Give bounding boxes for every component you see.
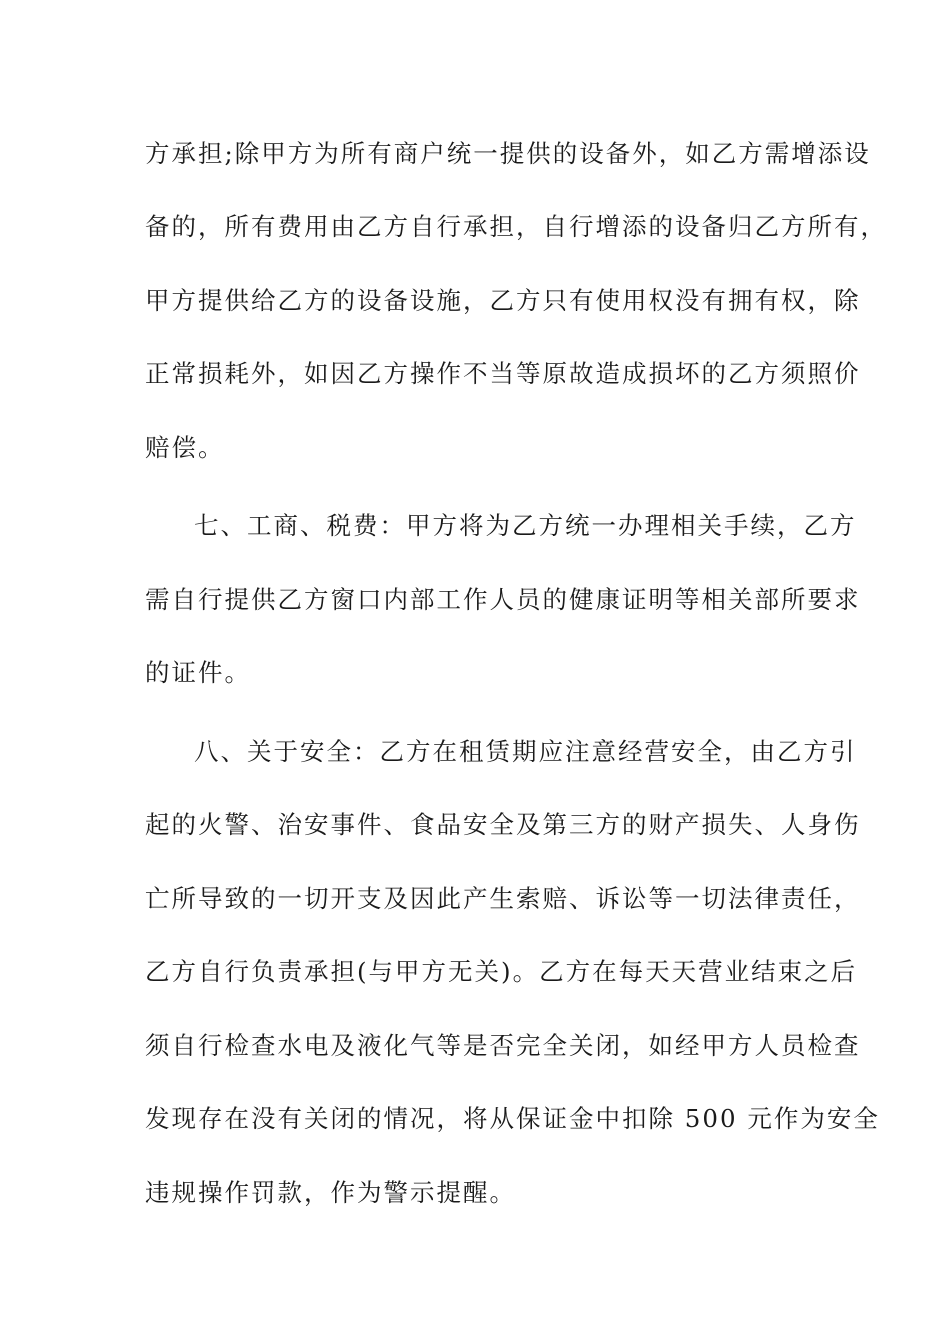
paragraph-8-line-4: 乙方自行负责承担(与甲方无关)。乙方在每天天营业结束之后 (145, 957, 858, 986)
paragraph-7-line-2: 需自行提供乙方窗口内部工作人员的健康证明等相关部所要求 (145, 585, 861, 614)
paragraph-8-line-6: 发现存在没有关闭的情况，将从保证金中扣除 500 元作为安全 (145, 1104, 880, 1133)
paragraph-6-line-1: 方承担;除甲方为所有商户统一提供的设备外，如乙方需增添设 (145, 139, 871, 168)
paragraph-6-line-3: 甲方提供给乙方的设备设施，乙方只有使用权没有拥有权，除 (145, 286, 861, 315)
paragraph-6-line-4: 正常损耗外，如因乙方操作不当等原故造成损坏的乙方须照价 (145, 359, 861, 388)
paragraph-8-line-5: 须自行检查水电及液化气等是否完全关闭，如经甲方人员检查 (145, 1031, 861, 1060)
paragraph-7-line-3: 的证件。 (145, 658, 251, 687)
paragraph-7-line-1: 七、工商、税费：甲方将为乙方统一办理相关手续，乙方 (194, 511, 857, 540)
paragraph-8-line-7: 违规操作罚款，作为警示提醒。 (145, 1178, 516, 1207)
paragraph-8-line-2: 起的火警、治安事件、食品安全及第三方的财产损失、人身伤 (145, 810, 861, 839)
paragraph-8-line-1: 八、关于安全：乙方在租赁期应注意经营安全，由乙方引 (194, 737, 857, 766)
paragraph-6-line-5: 赔偿。 (145, 433, 225, 462)
paragraph-8-line-3: 亡所导致的一切开支及因此产生索赔、诉讼等一切法律责任， (145, 884, 861, 913)
paragraph-6-line-2: 备的，所有费用由乙方自行承担，自行增添的设备归乙方所有， (145, 212, 887, 241)
